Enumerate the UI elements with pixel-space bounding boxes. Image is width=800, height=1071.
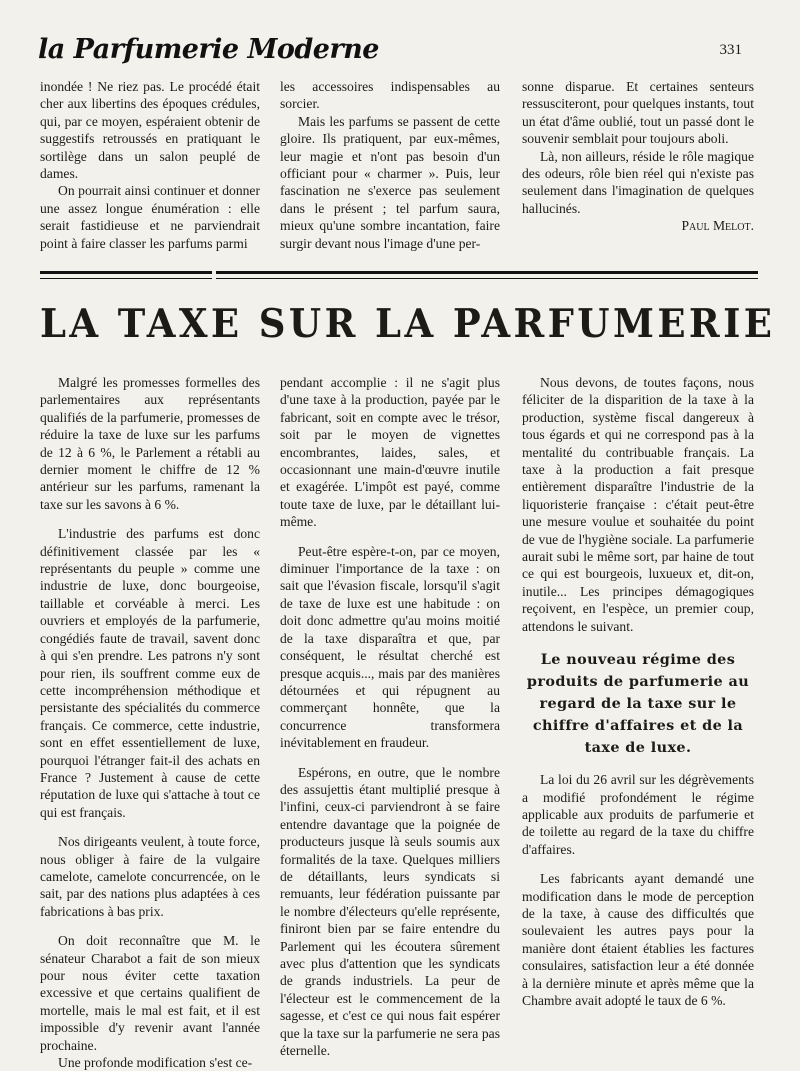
paragraph: Les fabricants ayant demandé une modification dans le mode de perception de la taxe, à cause des difficultés que soulevaient les autres pays pour la manière dont étaient établies les factures consulaires, satisfaction leur a été donnée à la dernière minute et après même que la Chambre avait adopté le taux de 6 %.	[522, 871, 754, 1008]
paragraph: La loi du 26 avril sur les dégrèvements a modifié profondément le régime applicable aux produits de parfumerie et de toilette au regard de la taxe du chiffre d'affaires.	[522, 772, 754, 857]
article-column-3	[522, 374, 754, 1009]
separator-rule	[40, 271, 758, 274]
paragraph: Malgré les promesses formelles des parlementaires aux représentants qualifiés de la parfumerie, promesses de réduire la taxe de luxe sur les parfums de 12 à 6 %, le Parlement a rétabli au dernier moment le chiffre de 12 % antérieur sur les parfums, ramenant la taxe sur les savons à 6 %.	[40, 375, 260, 512]
previous-article-column-1	[40, 78, 260, 252]
paragraph: L'industrie des parfums est donc définitivement classée par les « représentants du peuple » comme une industrie de luxe, donc bourgeoise, taillable et corvéable à merci. Les ouvriers et employés de la parfumerie, congédiés faute de travail, savent donc à qui s'en prendre. Les patrons n'y sont pour rien, ils souffrent comme eux de cette incompréhension méthodique et persistante des spécialités du commerce français. Ce commerce, cette industrie, sont en effet essentiellement de luxe, pourquoi l'étranger fait-il des achats en France ? Justement à cause de cette réputation de luxe qui s'attache à tout ce qui est français.	[40, 526, 260, 820]
paragraph: Peut-être espère-t-on, par ce moyen, diminuer l'importance de la taxe : on sait que l'évasion fiscale, lorsqu'il s'agit de taxe de luxe est une habitude : on doit donc admettre qu'au moins moitié de la taxe disparaîtra et que, par conséquent, le résultat cherché est presque acquis..., mais par des manières détournées et qui répugnent au commerçant honnête, que la concurrence transformera inévitablement en fraudeur.	[280, 543, 500, 751]
separator-gap	[212, 270, 216, 280]
article-title: LA TAXE SUR LA PARFUMERIE	[40, 300, 776, 347]
author-signature: Paul Melot.	[681, 218, 754, 234]
paragraph: Là, non ailleurs, réside le rôle magique des odeurs, rôle bien réel qui n'existe pas seulement dans l'imagination de quelques hallucinés.	[522, 148, 754, 216]
paragraph: Nous devons, de toutes façons, nous féliciter de la disparition de la taxe à la production, système fiscal dangereux à tous égards et qui ne correspond pas à la mentalité du contribuable français. La taxe à la production a fait presque entièrement disparaître l'industrie de la liquoristerie française : c'était peut-être une mesure voulue et souhaitée du point de vue de l'hygiène sociale. La parfumerie aurait subi le même sort, par haine de tout ce qui est bourgeois, luxueux et, dit-on, inutile... Les principes démagogiques reçoivent, en l'espèce, un premier coup, attendons le suivant.	[522, 375, 754, 634]
article-column-2	[280, 374, 500, 1059]
paragraph: Mais les parfums se passent de cette gloire. Ils pratiquent, par eux-mêmes, leur magie et n'ont pas besoin d'un officiant pour « charmer ». Puis, leur fascination ne s'exerce pas seulement dans le présent ; tel parfum saura, mieux qu'une sombre incantation, faire surgir devant nous l'image d'une per-	[280, 113, 500, 251]
previous-article-column-3	[522, 78, 754, 235]
paragraph: inondée ! Ne riez pas. Le procédé était cher aux libertins des époques crédules, qui, par ce moyen, espéraient obtenir de suggestifs retroussés en pratiquant le sortilège dans un salon peuplé de dames.	[40, 79, 260, 182]
masthead-logo: la Parfumerie Moderne	[38, 34, 379, 65]
page-number: 331	[719, 42, 742, 58]
paragraph: On doit reconnaître que M. le sénateur Charabot a fait de son mieux pour nous éviter cette taxation excessive et que certains qualifient de mortelle, mais le mal est fait, et il est impossible d'y revenir avant l'année prochaine.	[40, 933, 260, 1053]
paragraph: les accessoires indispensables au sorcier.	[280, 79, 500, 112]
paragraph: Une profonde modification s'est ce-	[58, 1055, 253, 1071]
paragraph: sonne disparue. Et certaines senteurs ressusciteront, pour quelques instants, tout un état d'âme oublié, tout un passé dont le souvenir semblait pour toujours aboli.	[522, 79, 754, 147]
paragraph: Espérons, en outre, que le nombre des assujettis étant multiplié presque à l'infini, ceux-ci parviendront à se faire entendre davantage que la poignée de producteurs jusque là seuls soumis aux formalités de la taxe. Quelques milliers de détaillants, leurs syndicats si remuants, leur fédération puissante par le nombre d'électeurs qu'elle représente, finiront bien par se faire entendre du Parlement qui les écoutera sûrement avec plus d'attention que les syndicats de grands industriels. La peur de l'électeur est le commencement de la sagesse, et c'est ce qui nous fait espérer que la taxe sur la parfumerie ne sera pas éternelle.	[280, 764, 500, 1059]
section-subheading: Le nouveau régime des produits de parfumerie au regard de la taxe sur le chiffre d'affaires et de la taxe de luxe.	[526, 651, 750, 757]
article-column-1	[40, 374, 260, 1071]
previous-article-column-2	[280, 78, 500, 252]
paragraph: Nos dirigeants veulent, à toute force, nous obliger à faire de la vulgaire camelote, camelote concurrencée, on le sait, par des nations plus adaptées à ces fabrications à bas prix.	[40, 834, 260, 919]
paragraph: pendant accomplie : il ne s'agit plus d'une taxe à la production, payée par le fabricant, soit en compte avec le trésor, soit par le moyen de vignettes encombrantes, laides, sales, et occasionnant une main-d'œuvre inutile et exagérée. L'impôt est payé, comme toute taxe de luxe, par le détaillant lui-même.	[280, 375, 500, 530]
separator-rule-thin	[40, 278, 758, 279]
paragraph: On pourrait ainsi continuer et donner une assez longue énumération : elle serait fastidieuse et ne parviendrait point à faire classer les parfums parmi	[40, 183, 260, 251]
